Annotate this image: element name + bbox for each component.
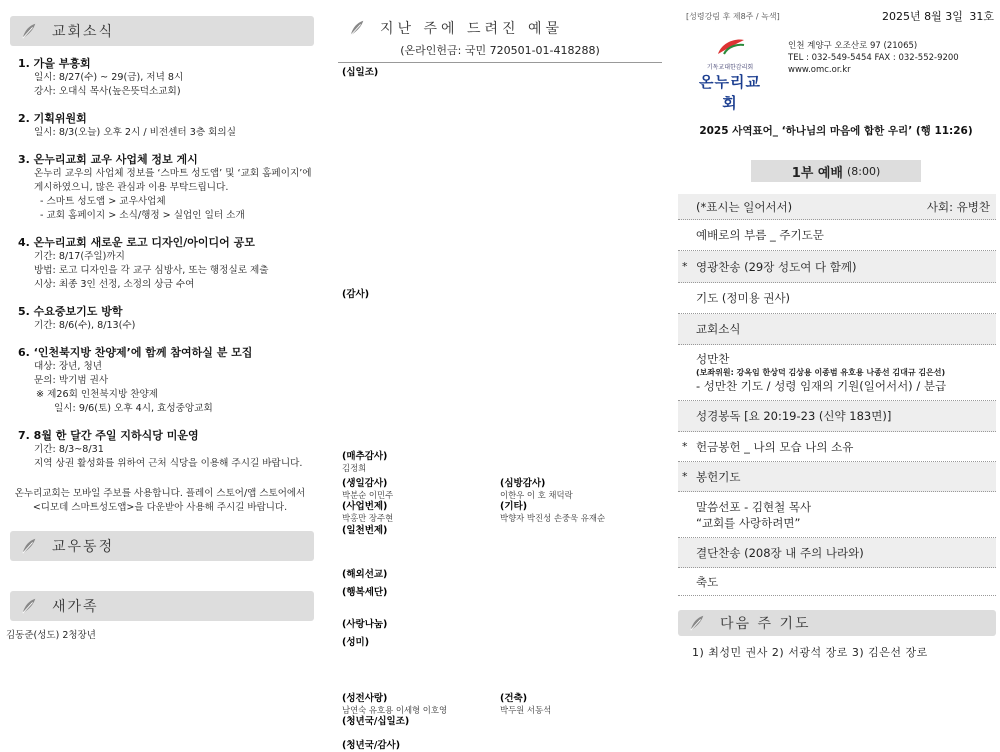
news-item-line: 일시: 8/3(오늘) 오후 2시 / 비전센터 3층 회의실 [34,127,236,138]
right-column [672,0,1000,708]
build-group [342,693,500,716]
offerings-header [338,16,662,40]
news-item-line: 기간: 8/3~8/31 [34,444,104,455]
news-item-line: 대상: 장년, 청년 [34,361,102,372]
church-logo-mark-icon [710,34,750,56]
new-family-entry: 김동준(성도) 2청장년 [6,630,96,641]
church-logo [692,34,768,113]
visit-group [500,478,658,524]
category-label: (기타) [500,501,528,513]
name-list: 이한우 이 호 채덕락 [500,490,573,501]
news-item-line: 게시하였으니, 많은 관심과 이용 부탁드립니다. [34,182,229,193]
thanks-block [338,289,662,301]
service-time: (8:00) [846,164,881,178]
bulletin-header [672,0,1000,24]
yearly-motto: 2025 사역표어_ ‘하나님의 마음에 합한 우리’ (행 11:26) [699,125,973,137]
service-title-bar [751,160,921,182]
category-label: (십일조) [342,67,379,78]
name-list: 남연숙 유호용 이세형 이호영 [342,704,448,715]
news-item-line: ※ 제26회 인천북지방 찬양제 [36,389,159,400]
youth-tithe-block [338,716,662,728]
news-item-line: 일시: 8/27(수) ~ 29(금), 저녁 8시 [34,72,184,83]
news-item-line: 기간: 8/17(주일)까지 [34,251,125,262]
category-label: (건축) [500,692,528,704]
category-label: (청년국/십일조) [342,715,410,727]
worship-row [678,432,996,462]
church-name: 온누리교회 [699,73,761,112]
news-item [18,235,312,292]
church-website: www.omc.or.kr [788,65,851,75]
communion-helpers: (보좌위원: 강옥임 한상덕 김상용 이종범 유호용 나종선 김대규 김은선) [696,368,946,377]
church-contact [768,40,959,76]
benediction: 축도 [696,574,719,589]
offering-prayer: 봉헌기도 [696,469,741,484]
sermon-preacher: 말씀선포 - 김현철 목사 [696,499,812,514]
news-item-title: 3. 온누리교회 교우 사업체 정보 게시 [18,153,198,166]
news-item-title: 1. 가을 부흥회 [18,57,91,70]
category-label: (해외선교) [342,568,388,580]
name-list: 박두원 서동석 [500,704,552,715]
mission-block [338,569,662,581]
weekly-block [338,525,662,537]
monthly-block [338,451,662,474]
news-item-line: 지역 상권 활성화를 위하여 근처 식당을 이용해 주시길 바랍니다. [34,458,303,469]
category-label: (성전사랑) [342,692,388,704]
name-list: 김정희 [342,463,367,473]
left-column [0,0,320,708]
church-phone-fax: TEL : 032-549-5454 FAX : 032-552-9200 [788,53,959,63]
name-list: 박향자 박진성 손중욱 유재순 [500,513,606,524]
church-identity [672,24,1000,113]
worship-row [678,401,996,432]
mobile-notice-line: 온누리교회는 모바일 주보를 사용합니다. 플레이 스토어/앱 스토어에서 [14,488,306,499]
opening-hymn: 영광찬송 (29장 성도여 다 함께) [696,259,857,274]
happy-block [338,587,662,599]
rice-block [338,637,662,649]
news-item-line: - 스마트 성도앱 > 교우사업체 [40,196,166,207]
category-label: (사랑나눔) [342,618,388,630]
tithe-block [338,67,662,79]
scripture-reading: 성경봉독 [요 20:19-23 (신약 183면)] [696,409,892,423]
news-item-line: 일시: 9/6(토) 오후 4시, 효성중앙교회 [54,403,213,414]
sermon-title: “교회를 사랑하려면” [696,515,801,530]
news-item-line: 온누리 교우의 사업체 정보를 ‘스마트 성도앱’ 및 ‘교회 홈페이지’에 [34,168,312,179]
next-week-prayer-title: 다음 주 기도 [720,616,811,632]
mobile-notice-line: <디모데 스마트성도앱>을 다운받아 사용해 주시길 바랍니다. [32,502,288,513]
news-item [18,56,312,99]
category-label: (사업번제) [342,501,388,513]
next-week-prayer-header [678,610,996,636]
offering: 헌금봉헌 _ 나의 모습 나의 소유 [696,439,854,454]
news-item [18,111,312,140]
love-block [338,619,662,631]
worship-row [678,538,996,568]
order-of-worship [678,194,996,596]
standing-mark-icon: * [682,440,688,453]
news-item-title: 5. 수요중보기도 방학 [18,305,123,318]
mobile-bulletin-notice [0,483,320,515]
news-item [18,152,312,223]
communion-detail: - 성만찬 기도 / 성령 임재의 기원(일어서서) / 분급 [696,379,947,393]
leaf-icon [20,597,38,615]
news-item-title: 4. 온누리교회 새로운 로고 디자인/아이디어 공모 [18,236,255,249]
youth-thanks-block [338,740,662,752]
standing-note: (*표시는 일어서서) [696,199,793,214]
member-news-title: 교우동정 [52,539,115,555]
leaf-icon [348,19,366,37]
denomination-name: 기독교대한감리회 [706,64,754,71]
worship-note-row [678,194,996,220]
worship-row [678,251,996,283]
build-block [338,693,662,716]
service-name: 1부 예배 [791,165,843,181]
news-item-line: 기간: 8/6(수), 8/13(수) [34,320,136,331]
leaf-icon [688,614,706,632]
category-label: (심방감사) [500,478,546,490]
news-item-line: 문의: 박기범 권사 [34,375,109,386]
prayer: 기도 (정미용 권사) [696,291,791,305]
closing-hymn: 결단찬송 (208장 내 주의 나라와) [696,545,864,560]
name-list: 박홍만 장주현 [342,513,394,524]
news-item [18,428,312,471]
worship-row [678,314,996,345]
news-item-title: 2. 기획위원회 [18,112,87,125]
presider: 사회: 유병찬 [926,199,990,214]
name-list: 박분순 이민주 [342,490,394,501]
worship-row [678,462,996,492]
news-item [18,304,312,333]
middle-column [338,0,662,751]
category-label: (청년국/감사) [342,739,401,751]
news-item-line: 시상: 최종 3인 선정, 소정의 상금 수여 [34,279,195,290]
offerings-title: 지난 주에 드려진 예물 [380,21,564,37]
church-news-title: 교회소식 [52,24,115,40]
new-family-header [10,591,314,621]
news-item-line: 강사: 오대식 목사(높은뜻덕소교회) [34,86,181,97]
birthday-group [342,478,500,524]
news-item-title: 6. ‘인천북지방 찬양제’에 함께 참여하실 분 모집 [18,346,253,359]
category-label: (행복세단) [342,586,388,598]
online-offering-account: (온라인헌금: 국민 720501-01-418288) [338,42,662,63]
issue-number: 31호 [969,10,994,23]
bulletin-date: 2025년 8월 3일 [881,10,963,23]
call-to-worship: 예배로의 부름 _ 주기도문 [696,228,824,242]
sermon-block [696,499,811,531]
leaf-icon [20,22,38,40]
birthday-visit-block [338,478,662,524]
category-label: (생일감사) [342,478,388,490]
worship-row [678,492,996,538]
new-family-title: 새가족 [52,599,99,615]
worship-row [678,220,996,251]
construct-group [500,693,658,716]
news-item-line: - 교회 홈페이지 > 소식/행정 > 실업인 일터 소개 [40,210,245,221]
category-label: (일천번제) [342,524,388,536]
member-news-header [10,531,314,561]
next-week-prayer-list: 1) 최성민 권사 2) 서광석 장로 3) 김은선 장로 [692,646,928,659]
leaf-icon [20,537,38,555]
news-item-title: 7. 8월 한 달간 주일 지하식당 미운영 [18,429,199,442]
worship-row [678,283,996,314]
church-news-header [10,16,314,46]
church-news-item: 교회소식 [696,322,741,336]
news-item [18,345,312,416]
category-label: (성미) [342,636,370,648]
standing-mark-icon: * [682,470,688,483]
news-item-line: 방법: 로고 디자인을 각 교구 심방사, 또는 행정실로 제출 [34,265,269,276]
category-label: (감사) [342,289,370,300]
communion-title: 성만찬 [696,352,730,366]
worship-row [678,345,996,401]
worship-row [678,568,996,596]
standing-mark-icon: * [682,260,688,273]
church-address: 인천 계양구 오조산로 97 (21065) [788,41,918,51]
communion-block [696,351,946,394]
lectionary-label: [성령강림 후 제8주 / 녹색] [686,11,780,21]
church-news-list [0,46,320,471]
category-label: (매추감사) [342,451,388,462]
